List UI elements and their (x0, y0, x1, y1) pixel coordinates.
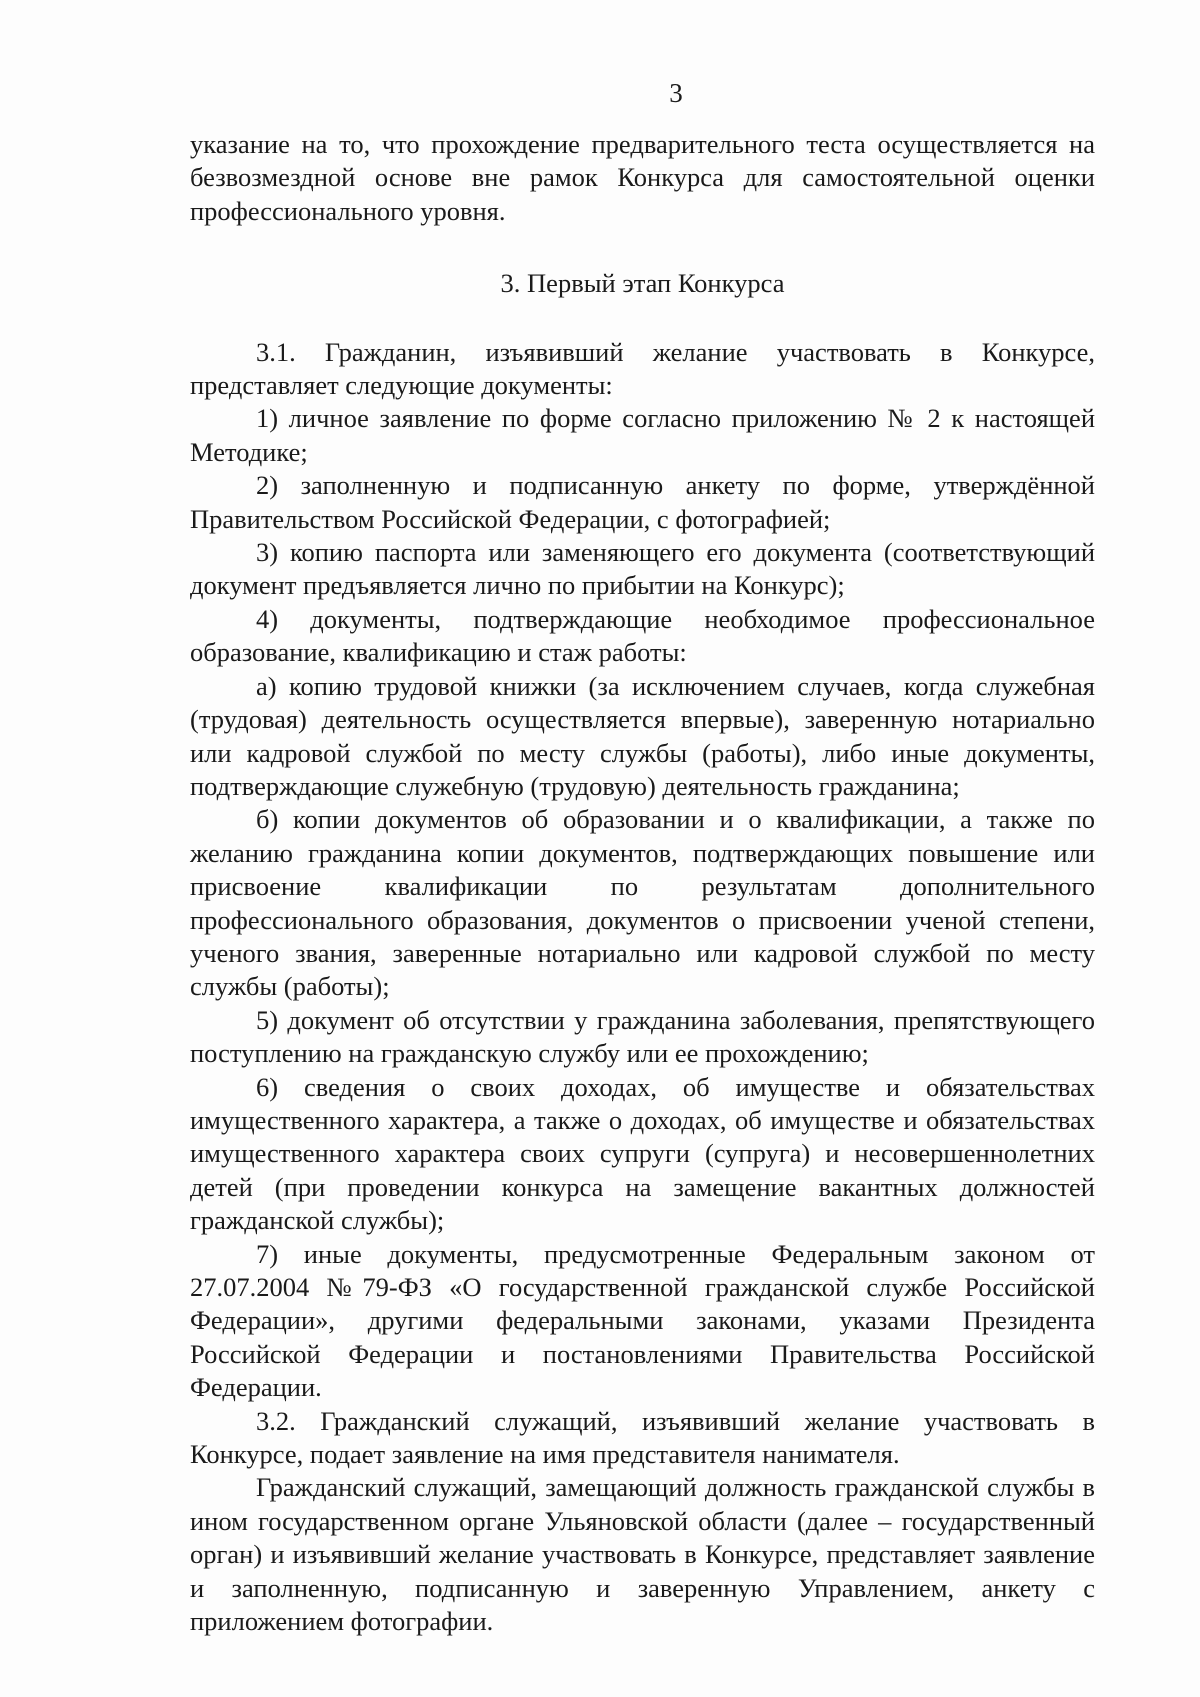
intro-paragraph: указание на то, что прохождение предварительного теста осуществляется на безвозмездной основе вне рамок Конкурса для самостоятельной оценки профессионального уровня. (190, 129, 1095, 226)
list-item-7: 7) иные документы, предусмотренные Федеральным законом от 27.07.2004 №79-ФЗ «О государственной гражданской службе Российской Федерации», другими федеральными законами, указами Президента Российской Федерации и постановлениями Правительства Российской Федерации. (190, 1238, 1095, 1403)
list-item-4: 4) документы, подтверждающие необходимое профессиональное образование, квалификацию и стаж работы: (190, 603, 1095, 668)
list-item-1: 1) личное заявление по форме согласно приложению № 2 к настоящей Методике; (190, 403, 1095, 467)
document-body (190, 128, 1095, 1638)
page-number: 3 (669, 78, 683, 108)
section-heading: 3. Первый этап Конкурса (500, 268, 785, 299)
list-item-5: 5) документ об отсутствии у гражданина заболевания, препятствующего поступлению на гражданскую службу или ее прохождению; (190, 1004, 1095, 1069)
paragraph-3-2: 3.2. Гражданский служащий, изъявивший желание участвовать в Конкурсе, подает заявление на имя представителя нанимателя. (190, 1405, 1095, 1470)
sub-item-b: б) копии документов об образовании и о квалификации, а также по желанию гражданина копии документов, подтверждающих повышение или присвоение квалификации по результатам дополнительного профессионального образования, документов о присвоении ученой степени, ученого звания, заверенные нотариально или кадровой службой по месту службы (работы); (190, 804, 1095, 1002)
paragraph-3-1: 3.1. Гражданин, изъявивший желание участвовать в Конкурсе, представляет следующие документы: (190, 336, 1095, 401)
list-item-2: 2) заполненную и подписанную анкету по форме, утверждённой Правительством Российской Федерации, с фотографией; (190, 470, 1095, 534)
list-item-6: 6) сведения о своих доходах, об имуществе и обязательствах имущественного характера, а также о доходах, об имуществе и обязательствах имущественного характера своих супруги (супруга) и несовершеннолетних детей (при проведении конкурса на замещение вакантных должностей гражданской службы); (190, 1071, 1095, 1236)
list-item-3: 3) копию паспорта или заменяющего его документа (соответствующий документ предъявляется лично по прибытии на Конкурс); (190, 537, 1095, 601)
paragraph-civil-servant: Гражданский служащий, замещающий должность гражданской службы в ином государственном органе Ульяновской области (далее – государственный орган) и изъявивший желание участвовать в Конкурсе, представляет заявление и заполненную, подписанную и заверенную Управлением, анкету с приложением фотографии. (190, 1472, 1095, 1637)
sub-item-a: а) копию трудовой книжки (за исключением случаев, когда служебная (трудовая) деятельность осуществляется впервые), заверенную нотариально или кадровой службой по месту службы (работы), либо иные документы, подтверждающие служебную (трудовую) деятельность гражданина; (190, 670, 1095, 801)
